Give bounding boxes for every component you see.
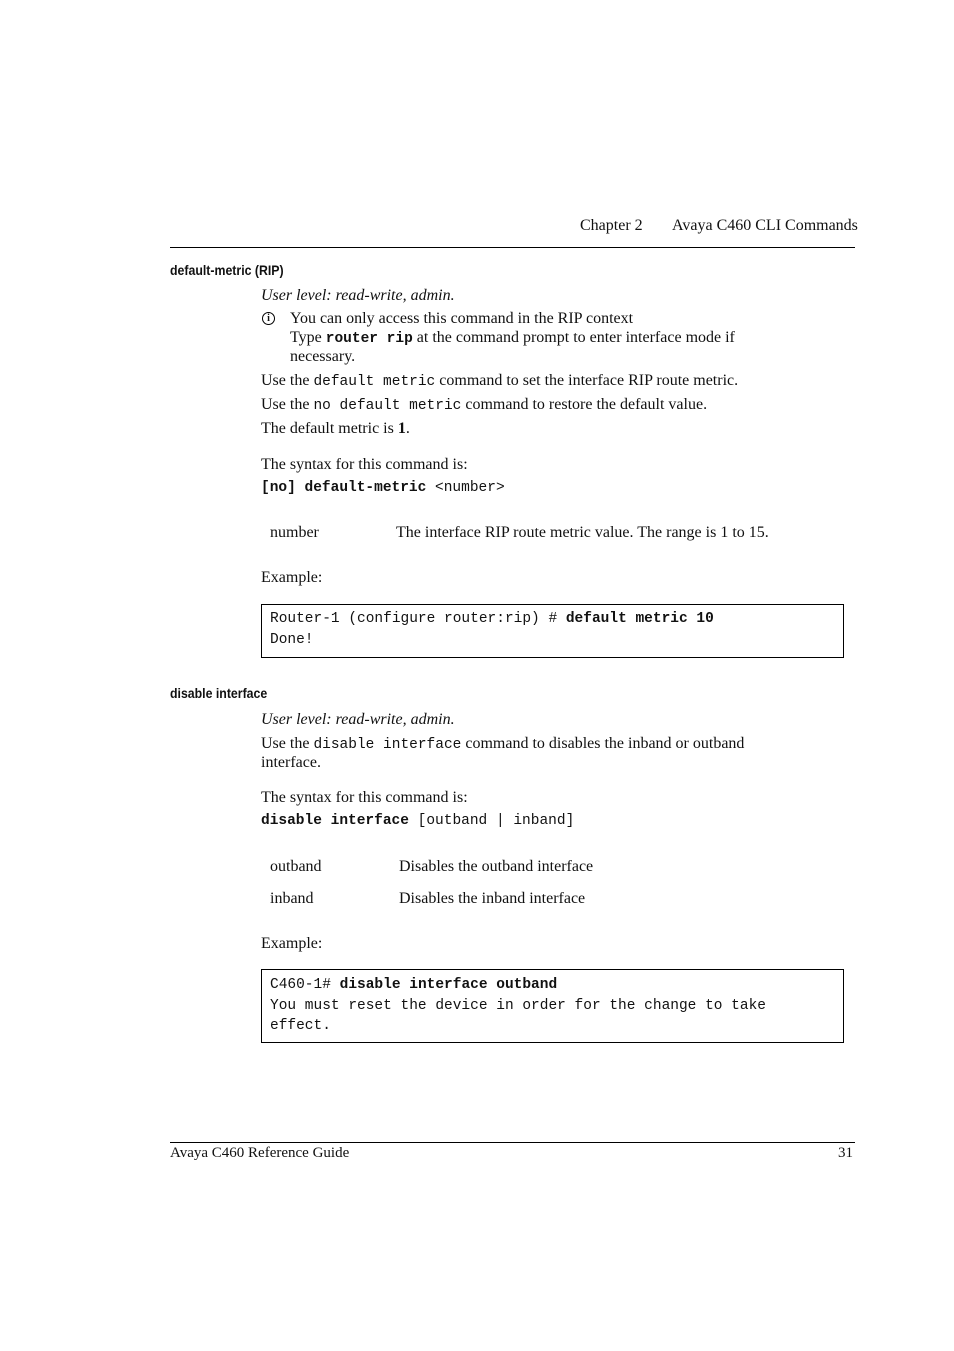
section-heading-disable-interface: disable interface	[170, 685, 268, 701]
page-number: 31	[838, 1145, 853, 1161]
user-level: User level: read-write, admin.	[261, 711, 455, 728]
note-line-1: You can only access this command in the RIP context	[290, 310, 634, 327]
param-name: number	[270, 524, 319, 541]
inline-command: no default metric	[313, 398, 462, 414]
usage-restore: Use the no default metric command to restore the default value.	[261, 396, 708, 414]
section-heading-default-metric: default-metric (RIP)	[170, 262, 284, 278]
param-description: The interface RIP route metric value. The range is 1 to 15.	[396, 524, 769, 541]
code-output-line: Done!	[270, 632, 314, 648]
example-label: Example:	[261, 569, 323, 586]
info-icon: i	[262, 312, 275, 325]
usage-disable: Use the disable interface command to disables the inband or outband	[261, 735, 745, 753]
header-rule	[170, 247, 855, 248]
note-line-3: necessary.	[290, 348, 356, 365]
default-value: The default metric is 1.	[261, 420, 410, 437]
code-example	[261, 969, 844, 1043]
code-example	[261, 604, 844, 658]
note-command: router rip	[325, 331, 413, 347]
usage-disable-line-2: interface.	[261, 754, 321, 771]
param-name: outband	[270, 858, 322, 875]
code-output-line: effect.	[270, 1018, 331, 1034]
footer-rule	[170, 1142, 855, 1143]
example-label: Example:	[261, 935, 323, 952]
syntax-intro: The syntax for this command is:	[261, 789, 468, 806]
syntax-line: disable interface [outband | inband]	[261, 813, 575, 829]
syntax-line: [no] default-metric <number>	[261, 480, 505, 496]
code-command-line: C460-1# disable interface outband	[270, 977, 558, 993]
param-name: inband	[270, 890, 314, 907]
usage-set: Use the default metric command to set the interface RIP route metric.	[261, 372, 739, 390]
user-level: User level: read-write, admin.	[261, 287, 455, 304]
header-title: Avaya C460 CLI Commands	[672, 217, 858, 234]
syntax-intro: The syntax for this command is:	[261, 456, 468, 473]
inline-command: disable interface	[313, 737, 462, 753]
param-description: Disables the outband interface	[399, 858, 594, 875]
footer-guide-title: Avaya C460 Reference Guide	[170, 1145, 350, 1161]
code-command-line: Router-1 (configure router:rip) # default metric 10	[270, 611, 714, 627]
code-output-line: You must reset the device in order for the change to take	[270, 998, 766, 1014]
inline-command: default metric	[313, 374, 436, 390]
note-line-2: Type router rip at the command prompt to enter interface mode if	[290, 329, 735, 347]
header-chapter: Chapter 2	[580, 217, 643, 234]
param-description: Disables the inband interface	[399, 890, 586, 907]
